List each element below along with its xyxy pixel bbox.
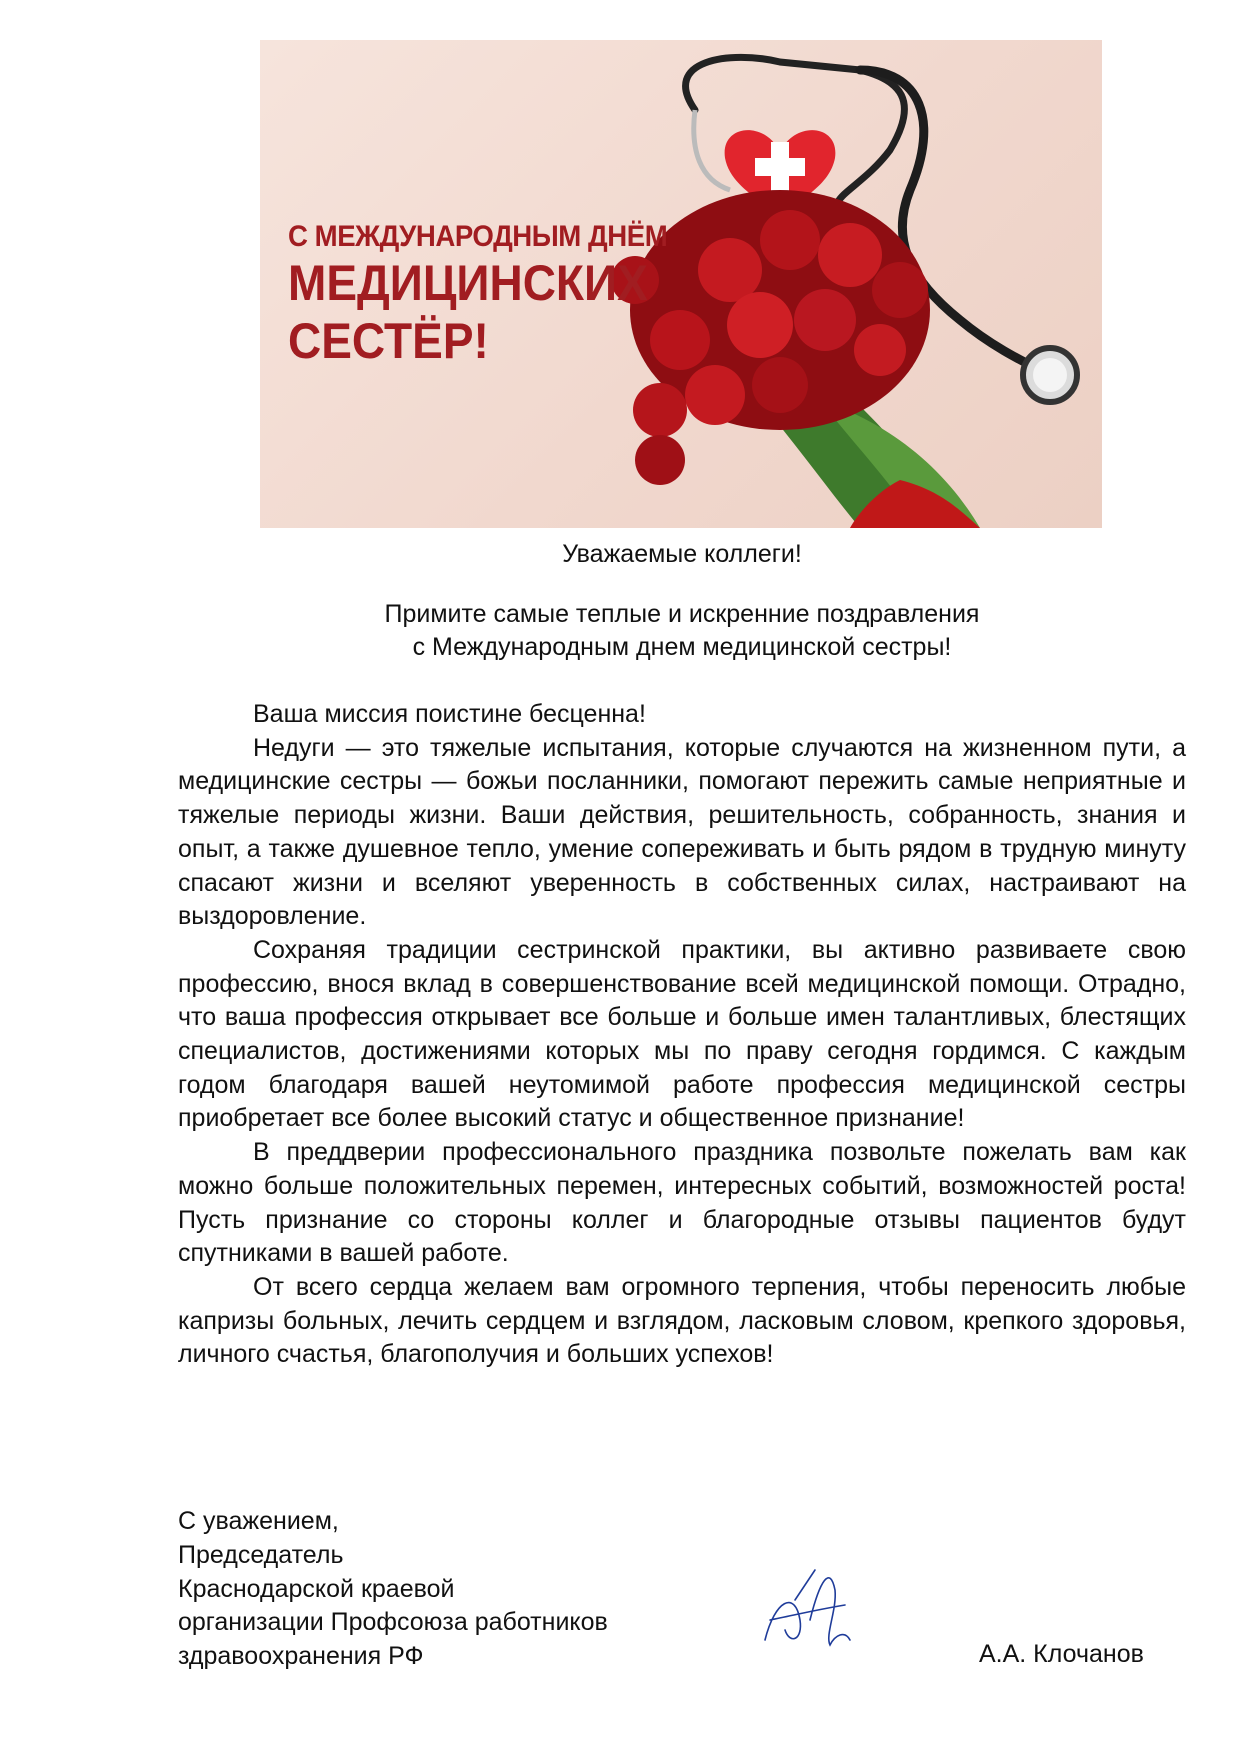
letter-body bbox=[178, 698, 1186, 1372]
paragraph-ailments: Недуги — это тяжелые испытания, которые случаются на жизненном пути, а медицинские сестры — божьи посланники, помогают пережить самые неприятные и тяжелые периоды жизни. Ваши действия, решительность, собранность, знания и опыт, а также душевное тепло, умение сопереживать и быть рядом в трудную минуту спасают жизни и вселяют уверенность в собственных силах, настраивают на выздоровление. bbox=[178, 733, 1186, 931]
stethoscope-earpiece-icon bbox=[694, 110, 730, 190]
signoff-line: Председатель bbox=[178, 1540, 344, 1569]
paragraph-wishes: В преддверии профессионального праздника позвольте пожелать вам как можно больше положительных перемен, интересных событий, возможностей роста! Пусть признание со стороны коллег и благородные отзывы пациентов будут спутниками в вашей работе. bbox=[178, 1138, 1186, 1268]
paragraph-mission: Ваша миссия поистине бесценна! bbox=[253, 700, 646, 728]
greeting-banner bbox=[260, 40, 1102, 528]
signoff-line: Краснодарской краевой bbox=[178, 1574, 455, 1603]
congrats-line2: с Международным днем медицинской сестры! bbox=[412, 633, 952, 661]
signoff-line: С уважением, bbox=[178, 1507, 339, 1535]
signer-name: А.А. Клочанов bbox=[979, 1640, 1144, 1668]
signoff-block bbox=[178, 1505, 608, 1674]
congrats-line1: Примите самые теплые и искренние поздравления bbox=[384, 600, 980, 628]
paragraph-traditions: Сохраняя традиции сестринской практики, вы активно развиваете свою профессию, внося вклад в совершенствование всей медицинской помощи. Отрадно, что ваша профессия открывает все больше и больше имен талантливых, блестящих специалистов, достижениями которых мы по праву сегодня гордимся. С каждым годом благодаря вашей неутомимой работе профессия медицинской сестры приобретает все более высокий статус и общественное признание! bbox=[178, 935, 1186, 1133]
banner-title-line1: С МЕЖДУНАРОДНЫМ ДНЁМ bbox=[288, 220, 668, 253]
banner-title bbox=[288, 220, 700, 370]
banner-title-line2: МЕДИЦИНСКИХ bbox=[288, 255, 648, 311]
handwritten-signature bbox=[755, 1560, 865, 1660]
salutation: Уважаемые коллеги! bbox=[562, 540, 802, 568]
signoff-line: здравоохранения РФ bbox=[178, 1642, 424, 1671]
banner-title-line3: СЕСТЁР! bbox=[288, 313, 489, 369]
signoff-line: организации Профсоюза работников bbox=[178, 1608, 608, 1637]
paragraph-closing-wishes: От всего сердца желаем вам огромного терпения, чтобы переносить любые капризы больных, лечить сердцем и взглядом, ласковым словом, крепкого здоровья, личного счастья, благополучия и больших успехов! bbox=[178, 1272, 1186, 1369]
